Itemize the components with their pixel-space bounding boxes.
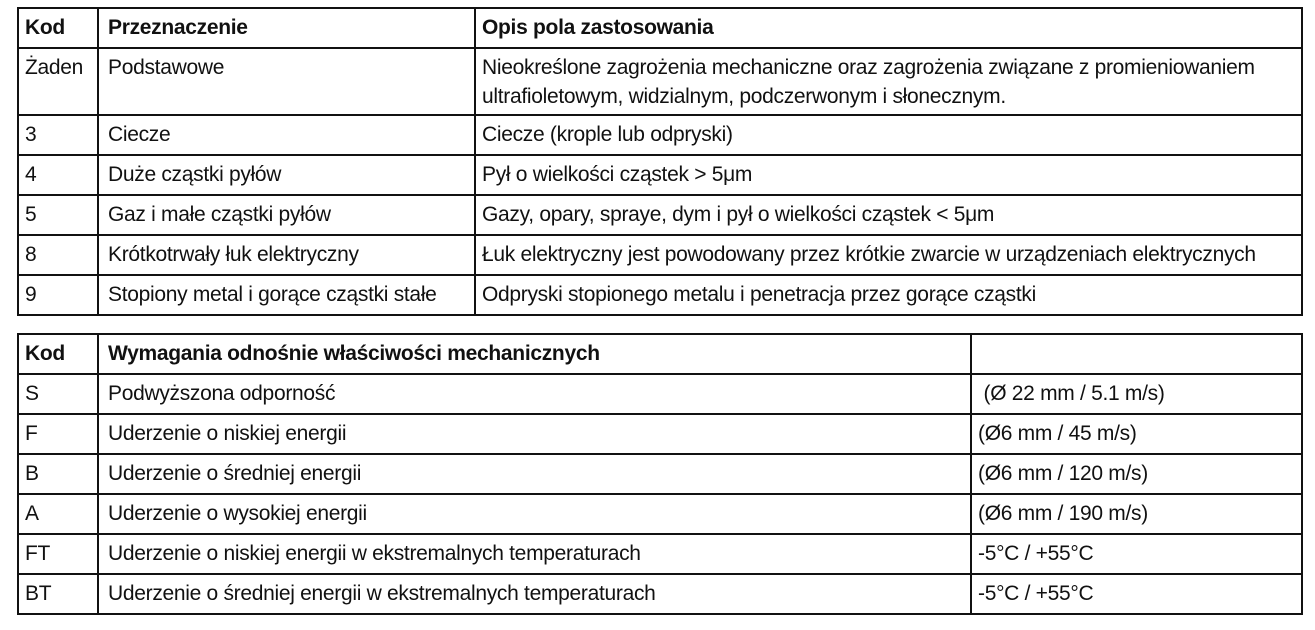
row-value: (Ø6 mm / 120 m/s) — [971, 454, 1302, 494]
table-header-row — [18, 8, 1302, 48]
row-code: 4 — [18, 155, 98, 195]
table-row — [18, 115, 1302, 155]
row-description: Odpryski stopionego metalu i penetracja przez gorące cząstki — [475, 275, 1302, 315]
row-code: S — [18, 374, 98, 414]
row-purpose: Stopiony metal i gorące cząstki stałe — [98, 275, 475, 315]
row-code: FT — [18, 534, 98, 574]
header-values — [971, 334, 1302, 374]
header-przeznaczenie: Przeznaczenie — [98, 8, 475, 48]
row-value: -5°C / +55°C — [971, 574, 1302, 614]
row-purpose: Krótkotrwały łuk elektryczny — [98, 235, 475, 275]
table-row — [18, 155, 1302, 195]
row-code: F — [18, 414, 98, 454]
row-code: B — [18, 454, 98, 494]
row-requirement: Uderzenie o wysokiej energii — [98, 494, 971, 534]
header-opis: Opis pola zastosowania — [475, 8, 1302, 48]
row-purpose: Podstawowe — [98, 48, 475, 115]
row-purpose: Duże cząstki pyłów — [98, 155, 475, 195]
row-value: (Ø6 mm / 45 m/s) — [971, 414, 1302, 454]
table-row — [18, 574, 1302, 614]
row-purpose: Ciecze — [98, 115, 475, 155]
row-code: 9 — [18, 275, 98, 315]
table-row — [18, 494, 1302, 534]
row-value: -5°C / +55°C — [971, 534, 1302, 574]
row-description: Nieokreślone zagrożenia mechaniczne oraz zagrożenia związane z promieniowaniem ultrafioletowym, widzialnym, podczerwonym i słonecznym. — [475, 48, 1302, 115]
row-code: BT — [18, 574, 98, 614]
header-kod: Kod — [18, 8, 98, 48]
row-requirement: Uderzenie o średniej energii — [98, 454, 971, 494]
mechanical-requirements-table — [17, 333, 1303, 615]
table-row — [18, 374, 1302, 414]
row-code: Żaden — [18, 48, 98, 115]
table-row — [18, 275, 1302, 315]
row-value: (Ø 22 mm / 5.1 m/s) — [971, 374, 1302, 414]
row-code: A — [18, 494, 98, 534]
table-row — [18, 235, 1302, 275]
row-code: 5 — [18, 195, 98, 235]
row-description: Łuk elektryczny jest powodowany przez krótkie zwarcie w urządzeniach elektrycznych — [475, 235, 1302, 275]
row-description: Ciecze (krople lub odpryski) — [475, 115, 1302, 155]
header-kod: Kod — [18, 334, 98, 374]
header-wymagania: Wymagania odnośnie właściwości mechanicznych — [98, 334, 971, 374]
table-row — [18, 534, 1302, 574]
row-purpose: Gaz i małe cząstki pyłów — [98, 195, 475, 235]
row-requirement: Podwyższona odporność — [98, 374, 971, 414]
row-requirement: Uderzenie o niskiej energii — [98, 414, 971, 454]
protection-fields-table — [17, 7, 1303, 316]
row-code: 3 — [18, 115, 98, 155]
table-row — [18, 48, 1302, 115]
table-header-row — [18, 334, 1302, 374]
row-description: Gazy, opary, spraye, dym i pył o wielkości cząstek < 5μm — [475, 195, 1302, 235]
row-requirement: Uderzenie o niskiej energii w ekstremalnych temperaturach — [98, 534, 971, 574]
row-value: (Ø6 mm / 190 m/s) — [971, 494, 1302, 534]
table-row — [18, 414, 1302, 454]
table-row — [18, 454, 1302, 494]
table-row — [18, 195, 1302, 235]
row-description: Pył o wielkości cząstek > 5μm — [475, 155, 1302, 195]
row-requirement: Uderzenie o średniej energii w ekstremalnych temperaturach — [98, 574, 971, 614]
row-code: 8 — [18, 235, 98, 275]
